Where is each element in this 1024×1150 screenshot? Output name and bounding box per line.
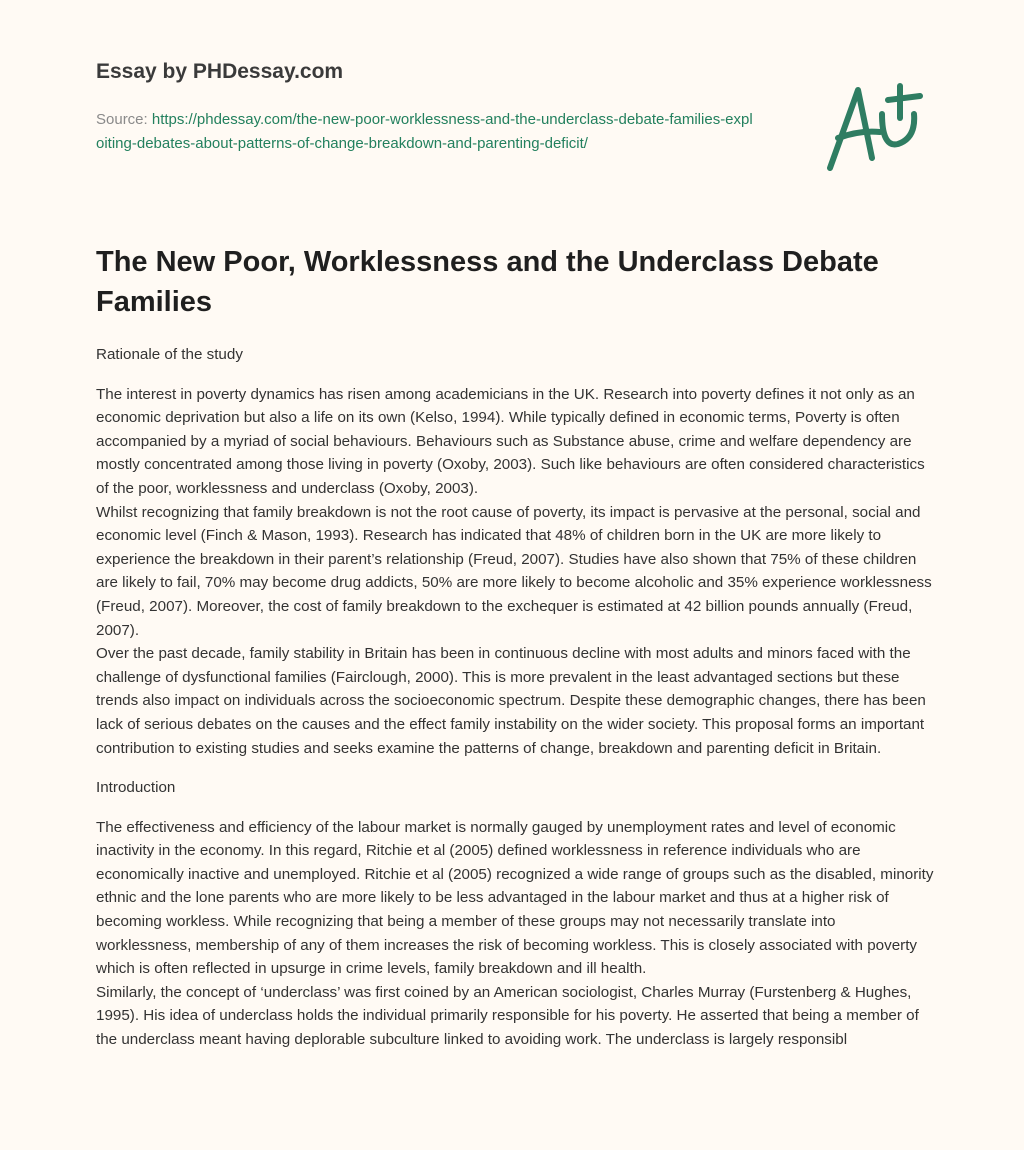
paragraph: Similarly, the concept of ‘underclass’ was first coined by an American sociologist, Charles Murray (Furstenberg & Hughes, 1995). His idea of underclass holds the individual primarily responsible for his poverty. He asserted that being a member of the underclass meant having deplorable subculture linked to avoiding work. The underclass is largely responsibl: [96, 983, 919, 1049]
essay-body: [96, 343, 934, 1068]
a-plus-logo-icon: [820, 78, 930, 178]
essay-title: The New Poor, Worklessness and the Underclass Debate Families: [96, 246, 879, 318]
section-heading: Rationale of the study: [96, 346, 243, 363]
site-header: [96, 60, 796, 156]
section-heading: Introduction: [96, 779, 176, 797]
paragraph: The interest in poverty dynamics has risen among academicians in the UK. Research into poverty defines it not only as an economic deprivation but also a life on its own (Kelso, 1994). While typically defined in economic terms, Poverty is often accompanied by a myriad of social behaviours. Behaviours such as Substance abuse, crime and welfare dependency are mostly concentrated among those living in poverty (Oxoby, 2003). Such like behaviours are often considered characteristics of the poor, worklessness and underclass (Oxoby, 2003).: [96, 385, 925, 497]
source-line: [96, 108, 756, 156]
paragraph: Over the past decade, family stability in Britain has been in continuous decline with most adults and minors faced with the challenge of dysfunctional families (Fairclough, 2000). This is more prevalent in the least advantaged sections but these trends also impact on individuals across the socioeconomic spectrum. Despite these demographic changes, there has been lack of serious debates on the causes and the effect family instability on the wider society. This proposal forms an important contribution to existing studies and seeks examine the patterns of change, breakdown and parenting deficit in Britain.: [96, 645, 926, 757]
section-text: [96, 816, 934, 1052]
brand-title: Essay by PHDessay.com: [96, 60, 344, 83]
section-introduction: [96, 776, 934, 1052]
paragraph: The effectiveness and efficiency of the labour market is normally gauged by unemployment rates and level of economic inactivity in the economy. In this regard, Ritchie et al (2005) defined worklessness in reference individuals who are economically inactive and unemployed. Ritchie et al (2005) recognized a wide range of groups such as the disabled, minority ethnic and the lone parents who are more likely to be less advantaged in the labour market and thus at a higher risk of becoming workless. While recognizing that being a member of these groups may not necessarily translate into worklessness, membership of any of them increases the risk of becoming workless. This is closely associated with poverty which is often reflected in upsurge in crime levels, family breakdown and ill health.: [96, 818, 934, 978]
section-rationale: [96, 343, 934, 760]
section-text: [96, 383, 934, 761]
source-label: Source:: [96, 111, 152, 128]
paragraph: Whilst recognizing that family breakdown is not the root cause of poverty, its impact is pervasive at the personal, social and economic level (Finch & Mason, 1993). Research has indicated that 48% of children born in the UK are more likely to experience the breakdown in their parent’s relationship (Freud, 2007). Studies have also shown that 75% of these children are likely to fail, 70% may become drug addicts, 50% are more likely to become alcoholic and 35% experience worklessness (Freud, 2007). Moreover, the cost of family breakdown to the exchequer is estimated at 42 billion pounds annually (Freud, 2007).: [96, 503, 932, 639]
source-link[interactable]: https://phdessay.com/the-new-poor-worklessness-and-the-underclass-debate-families-exploiting-debates-about-patterns-of-change-breakdown-and-parenting-deficit/: [96, 111, 753, 152]
